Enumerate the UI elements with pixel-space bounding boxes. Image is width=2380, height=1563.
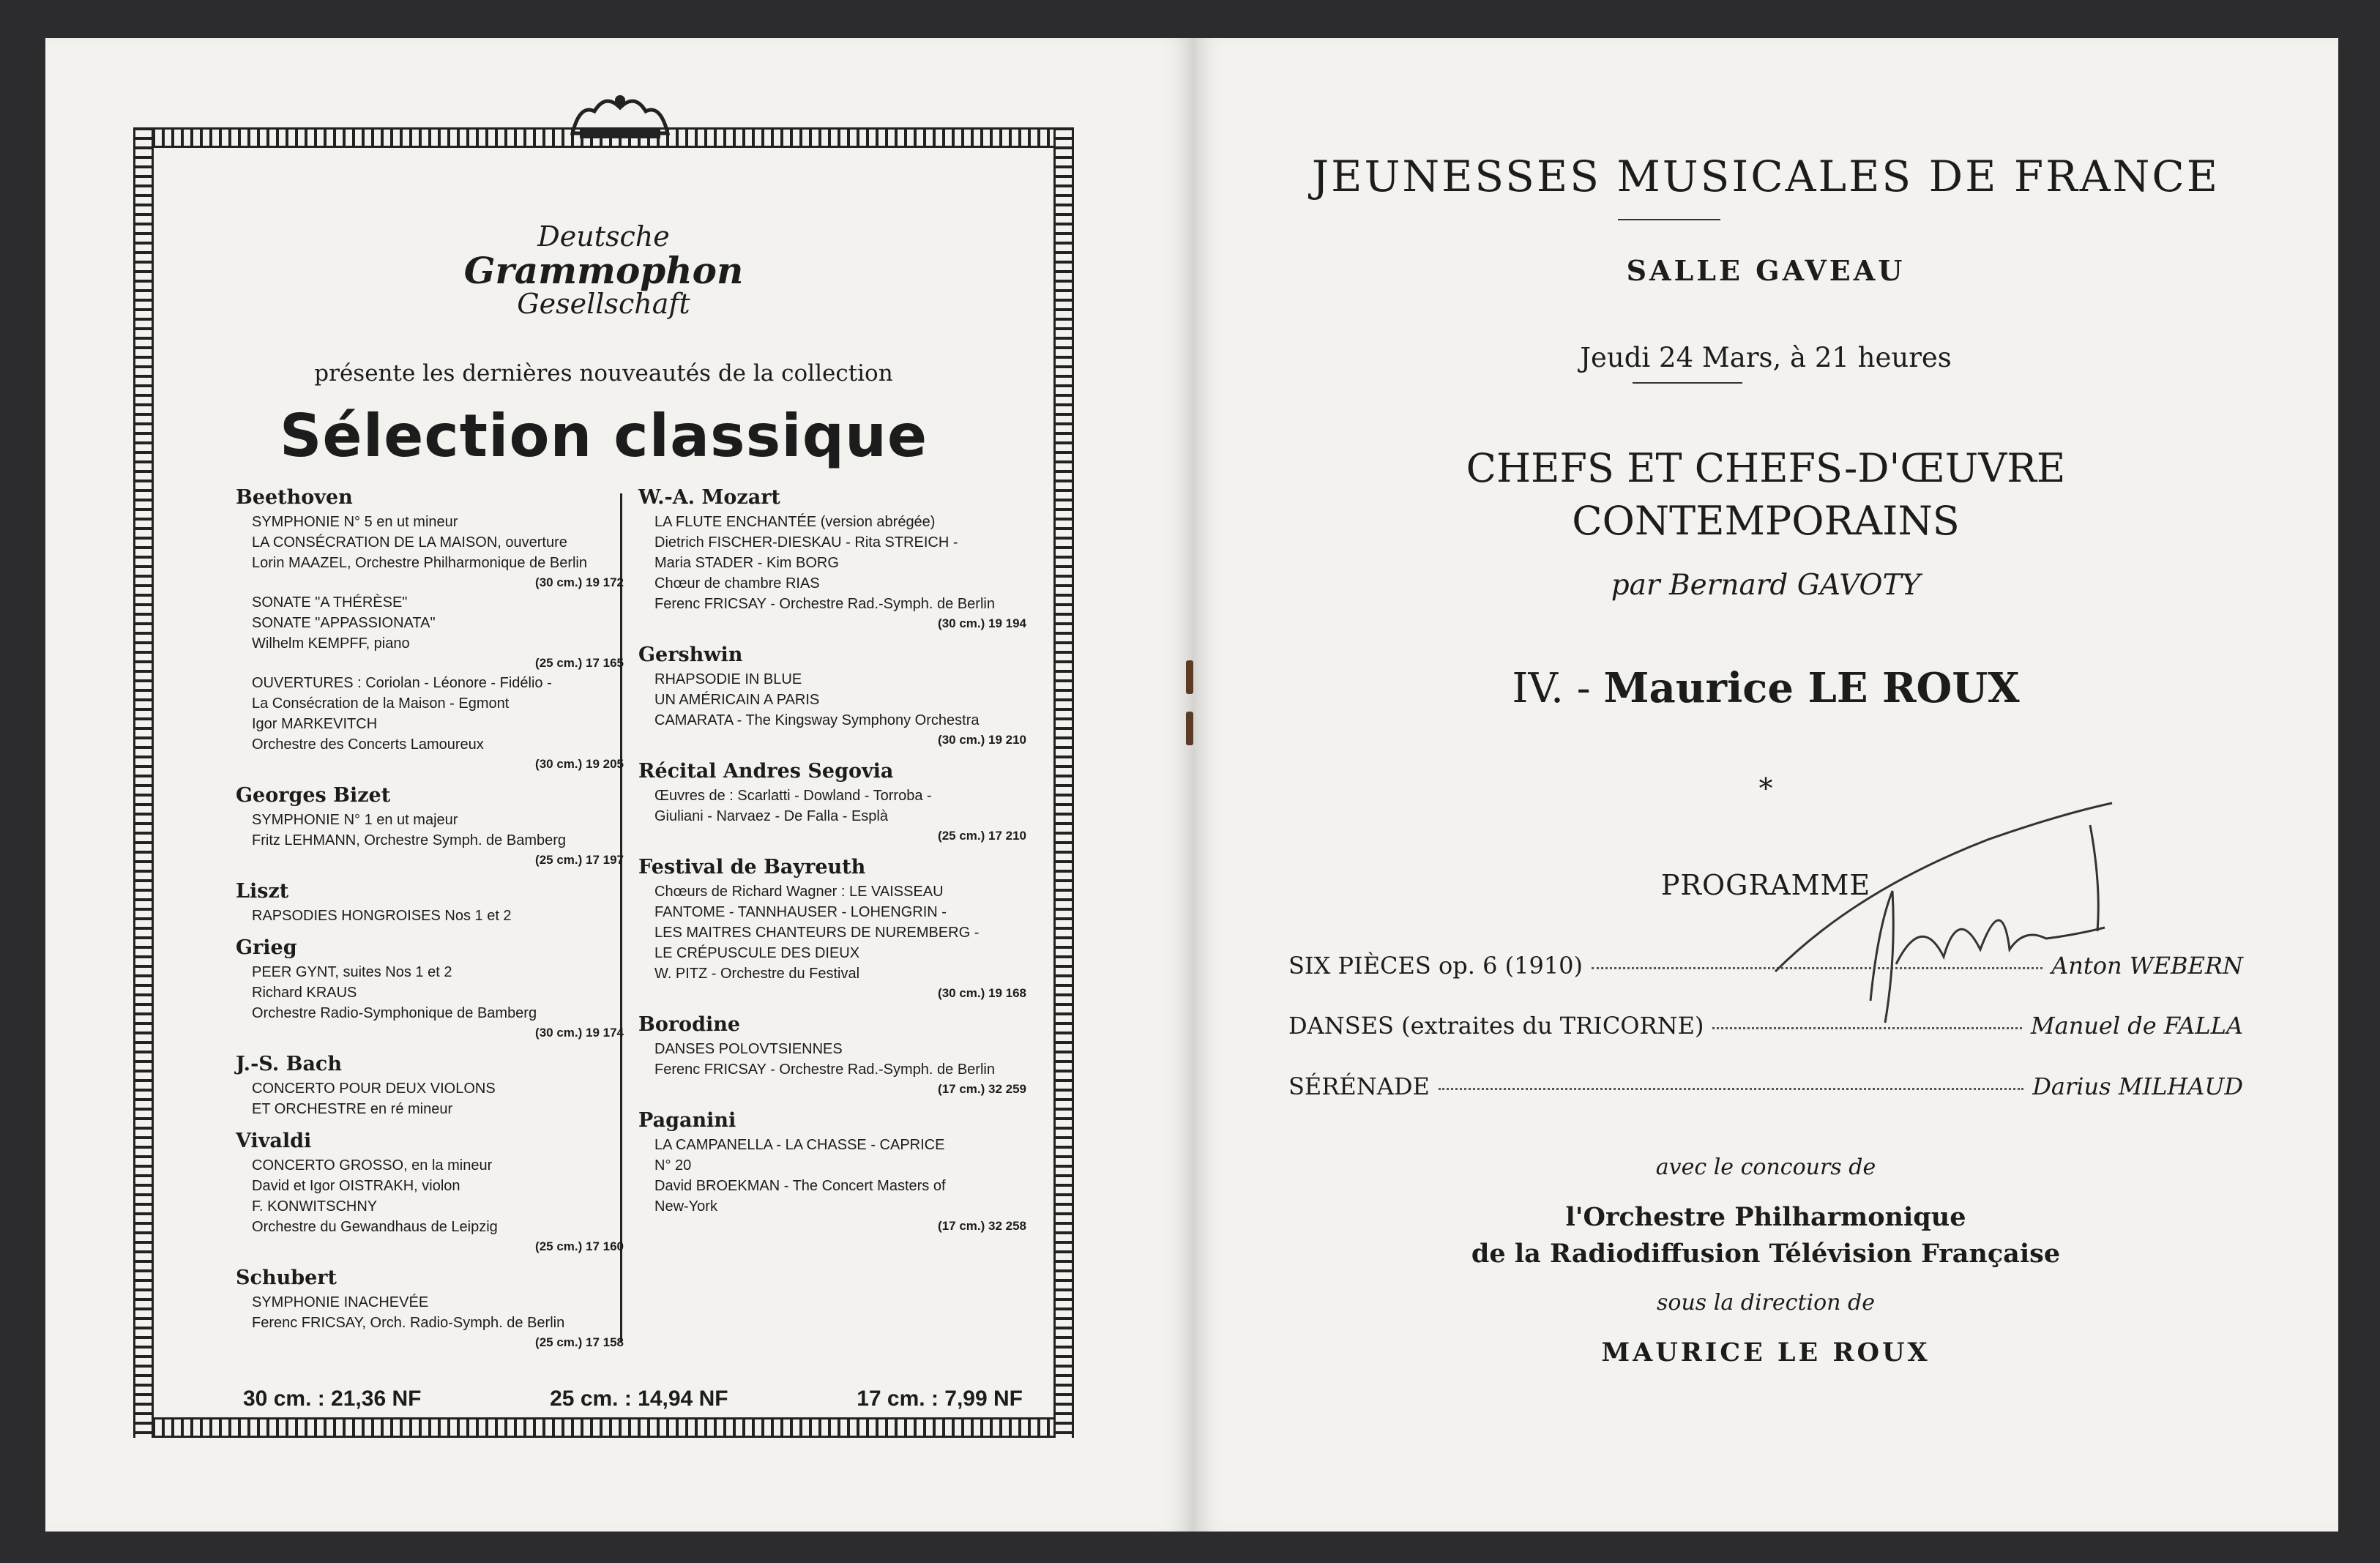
catalog-number: (30 cm.) 19 174 [535,1026,624,1040]
presents-text: présente les dernières nouveautés de la collection [314,360,893,387]
programme-work: SÉRÉNADE [1288,1073,1430,1100]
catalog-number: (25 cm.) 17 210 [938,829,1026,843]
border-right [1053,127,1074,1438]
record-line: CAMARATA - The Kingsway Symphony Orchestra [654,712,980,728]
record-entry [236,486,646,774]
logo-line-1: Deutsche [537,220,670,253]
price-30cm: 30 cm. : 21,36 NF [243,1387,422,1411]
catalog-number: (30 cm.) 19 194 [938,616,1026,630]
record-entry [638,486,1048,633]
program-spread [45,38,2338,1532]
left-record-column [236,486,646,1362]
record-line: Orchestre des Concerts Lamoureux [252,736,484,753]
composer-name: Georges Bizet [236,784,391,807]
programme-item [1288,1073,2243,1100]
catalog-number: (25 cm.) 17 160 [535,1239,624,1253]
record-line: SYMPHONIE INACHEVÉE [252,1294,429,1310]
record-line: SYMPHONIE N° 1 en ut majeur [252,812,458,828]
composer-name: Schubert [236,1267,337,1289]
divider-rule [1633,382,1742,384]
record-line: LA FLUTE ENCHANTÉE (version abrégée) [654,514,936,530]
record-line: Orchestre du Gewandhaus de Leipzig [252,1219,498,1235]
record-line: Ferenc FRICSAY - Orchestre Rad.-Symph. de Berlin [654,1062,995,1078]
record-line: OUVERTURES : Coriolan - Léonore - Fidélio - [252,675,552,691]
record-entry [638,856,1048,1003]
right-record-column [638,486,1048,1246]
record-entry [236,936,646,1042]
collection-headline: Sélection classique [279,402,928,470]
catalog-number: (30 cm.) 19 210 [938,733,1026,747]
record-entry [236,1053,646,1119]
border-left [133,127,154,1438]
record-line: FANTOME - TANNHAUSER - LOHENGRIN - [654,904,947,920]
grammophon-logo [133,220,1074,321]
series-title [1193,442,2338,548]
record-line: Igor MARKEVITCH [252,716,378,732]
record-line: Lorin MAAZEL, Orchestre Philharmonique de Berlin [252,555,587,571]
record-line: RAPSODIES HONGROISES Nos 1 et 2 [252,908,512,924]
record-entry [638,760,1048,846]
programme-composer: Darius MILHAUD [2032,1073,2243,1100]
record-line: Fritz LEHMANN, Orchestre Symph. de Bamberg [252,832,567,848]
series-title-line-1: CHEFS ET CHEFS-D'ŒUVRE [1466,445,2066,491]
record-line: SYMPHONIE N° 5 en ut mineur [252,514,458,530]
composer-name: Vivaldi [236,1130,312,1152]
record-entry [638,1013,1048,1099]
record-entry [236,1267,646,1352]
record-line: Dietrich FISCHER-DIESKAU - Rita STREICH - [654,534,958,551]
record-line: Orchestre Radio-Symphonique de Bamberg [252,1005,537,1021]
conductor-name: Maurice LE ROUX [1603,664,2020,712]
direction-text: sous la direction de [1657,1290,1875,1316]
composer-name: Paganini [638,1109,736,1132]
record-line: Chœur de chambre RIAS [654,575,820,592]
record-line: David et Igor OISTRAKH, violon [252,1178,460,1194]
conductor-number: IV. - [1512,665,1591,712]
programme-composer: Manuel de FALLA [2030,1012,2243,1040]
composer-name: Festival de Bayreuth [638,856,866,879]
record-line: LE CRÉPUSCULE DES DIEUX [654,945,860,961]
composer-name: Récital Andres Segovia [638,760,894,783]
record-line: Maria STADER - Kim BORG [654,555,839,571]
record-line: SONATE "APPASSIONATA" [252,615,436,631]
logo-line-2: Grammophon [463,248,744,292]
price-list [243,1387,1023,1411]
programme-composer: Anton WEBERN [2051,952,2243,980]
record-line: Giuliani - Narvaez - De Falla - Esplà [654,808,888,824]
record-line: CONCERTO GROSSO, en la mineur [252,1157,493,1174]
record-line: Wilhelm KEMPFF, piano [252,635,410,652]
record-line: Chœurs de Richard Wagner : LE VAISSEAU [654,884,944,900]
series-author: par Bernard GAVOTY [1611,569,1921,602]
concours-text: avec le concours de [1655,1154,1876,1180]
record-line: SONATE "A THÉRÈSE" [252,594,408,611]
record-entry [638,1109,1048,1236]
price-17cm: 17 cm. : 7,99 NF [857,1387,1023,1411]
record-entry [236,784,646,870]
composer-name: Borodine [638,1013,741,1036]
programme-work: SIX PIÈCES op. 6 (1910) [1288,952,1583,980]
record-line: W. PITZ - Orchestre du Festival [654,966,860,982]
conductor-caps: MAURICE LE ROUX [1601,1338,1931,1368]
logo-line-3: Gesellschaft [517,288,690,321]
record-line: New-York [654,1198,717,1215]
catalog-number: (25 cm.) 17 197 [535,853,624,867]
left-page-advertisement [45,38,1194,1532]
record-line: LA CONSÉCRATION DE LA MAISON, ouverture [252,534,567,551]
series-title-line-2: CONTEMPORAINS [1572,498,1960,544]
decorative-border-frame [133,127,1074,1438]
record-line: CONCERTO POUR DEUX VIOLONS [252,1081,496,1097]
programme-work: DANSES (extraites du TRICORNE) [1288,1012,1704,1040]
record-entry [236,880,646,926]
catalog-number: (25 cm.) 17 165 [535,656,624,670]
record-line: DANSES POLOVTSIENNES [654,1041,843,1057]
divider-rule [1618,219,1720,220]
venue-name: SALLE GAVEAU [1626,254,1906,287]
composer-name: J.-S. Bach [236,1053,343,1075]
catalog-number: (17 cm.) 32 258 [938,1219,1026,1233]
record-line: UN AMÉRICAIN A PARIS [654,692,820,708]
composer-name: Grieg [236,936,297,959]
handwritten-signature [1768,781,2134,1045]
organization-title: JEUNESSES MUSICALES DE FRANCE [1311,152,2220,201]
record-line: Œuvres de : Scarlatti - Dowland - Torroba - [654,788,932,804]
catalog-number: (30 cm.) 19 172 [535,575,624,589]
record-line: David BROEKMAN - The Concert Masters of [654,1178,946,1194]
staple-top [1186,660,1193,694]
record-line: LES MAITRES CHANTEURS DE NUREMBERG - [654,925,980,941]
record-entry [638,644,1048,750]
composer-name: W.-A. Mozart [638,486,780,509]
star-ornament: * [1758,772,1773,805]
catalog-number: (17 cm.) 32 259 [938,1082,1026,1096]
orchestra-line-2: de la Radiodiffusion Télévision Française [1471,1239,2061,1269]
orchestra-line-1: l'Orchestre Philharmonique [1565,1202,1966,1232]
conductor-heading [1193,664,2338,712]
composer-name: Gershwin [638,644,743,666]
staple-bottom [1186,712,1193,745]
record-line: F. KONWITSCHNY [252,1198,378,1215]
right-page-program [1193,38,2338,1532]
record-entry [236,1130,646,1256]
record-line: Ferenc FRICSAY, Orch. Radio-Symph. de Berlin [252,1315,565,1331]
border-bottom [133,1417,1074,1438]
concert-date: Jeudi 24 Mars, à 21 heures [1580,342,1952,373]
record-line: Richard KRAUS [252,985,357,1001]
catalog-number: (30 cm.) 19 168 [938,986,1026,1000]
catalog-number: (30 cm.) 19 205 [535,757,624,771]
price-25cm: 25 cm. : 14,94 NF [550,1387,728,1411]
composer-name: Liszt [236,880,289,903]
crown-ornament-icon [565,89,675,142]
record-line: Ferenc FRICSAY - Orchestre Rad.-Symph. de Berlin [654,596,995,612]
leader-dots [1439,1088,2023,1090]
record-line: ET ORCHESTRE en ré mineur [252,1101,453,1117]
programme-title: PROGRAMME [1660,869,1871,901]
record-line: LA CAMPANELLA - LA CHASSE - CAPRICE [654,1137,945,1153]
composer-name: Beethoven [236,486,353,509]
catalog-number: (25 cm.) 17 158 [535,1335,624,1349]
record-line: RHAPSODIE IN BLUE [654,671,802,687]
record-line: PEER GYNT, suites Nos 1 et 2 [252,964,452,980]
record-line: N° 20 [654,1157,692,1174]
record-line: La Consécration de la Maison - Egmont [252,695,510,712]
